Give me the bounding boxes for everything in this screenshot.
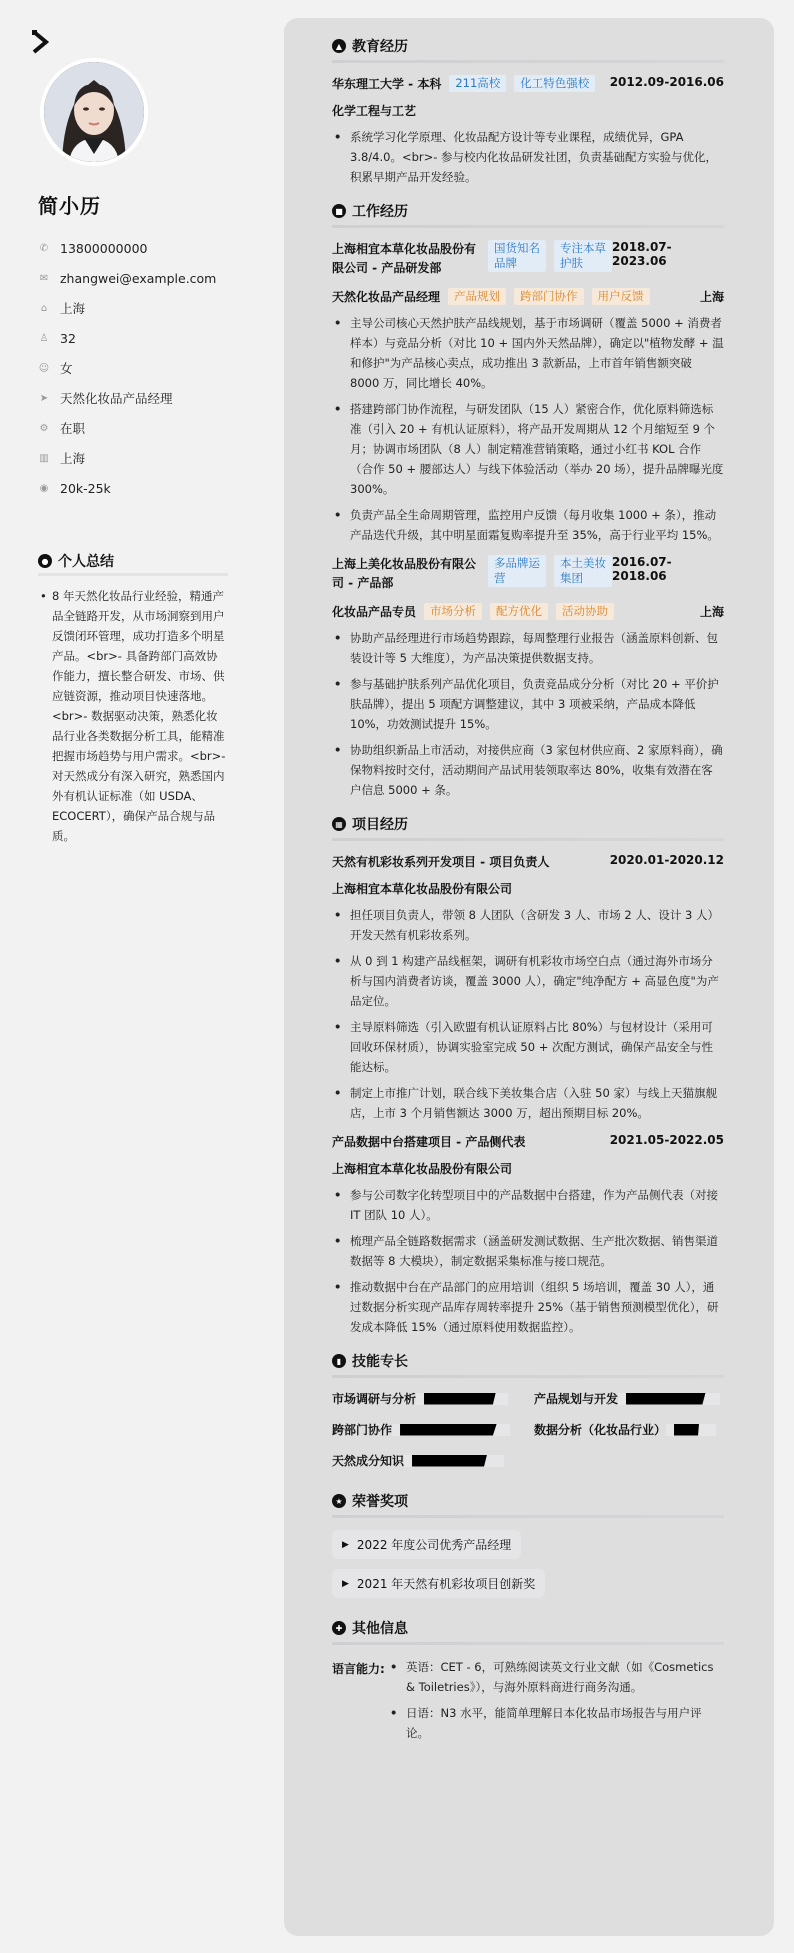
- award-item[interactable]: ▶ 2022 年度公司优秀产品经理: [332, 1530, 521, 1559]
- section-title: ▦ 项目经历: [332, 814, 724, 834]
- person-icon: ☺: [38, 362, 50, 374]
- skill-bar: [674, 1424, 699, 1436]
- other-section: [332, 1618, 724, 1749]
- language-row: [332, 1657, 724, 1749]
- phone-icon: ✆: [39, 242, 49, 254]
- major: 化学工程与工艺: [332, 104, 417, 118]
- skill-item: [332, 1452, 534, 1469]
- skill-track: [392, 1424, 510, 1436]
- medal-icon: ★: [332, 1494, 346, 1508]
- projects-section: [332, 814, 724, 1337]
- skill-name: 跨部门协作: [332, 1423, 393, 1437]
- home-icon: ⌂: [40, 302, 48, 314]
- education-details: [332, 127, 724, 187]
- tag: 产品规划: [448, 288, 506, 305]
- email-value: zhangwei@example.com: [60, 270, 217, 286]
- list-item: • 协助组织新品上市活动，对接供应商（3 家包材供应商、2 家原料商），确保物料按时交付，活动期间产品试用装领取率达 80%，收集有效潜在客户信息 5000 + 条。: [332, 740, 724, 800]
- education-section: [332, 36, 724, 187]
- gender-value: 女: [60, 361, 73, 376]
- project-name: 产品数据中台搭建项目 - 产品侧代表: [332, 1135, 526, 1149]
- divider: [332, 838, 724, 841]
- skill-bar: [412, 1455, 487, 1467]
- coin-icon: ◉: [39, 482, 49, 494]
- list-item: • 协助产品经理进行市场趋势跟踪，每周整理行业报告（涵盖原料创新、包装设计等 5 大维度），为产品决策提供数据支持。: [332, 628, 724, 668]
- tag: 市场分析: [424, 603, 482, 620]
- target-role-value: 天然化妆品产品经理: [60, 391, 173, 406]
- tag: 用户反馈: [592, 288, 650, 305]
- skill-item: [332, 1390, 534, 1407]
- age-row: [38, 323, 238, 353]
- period: 2016.07-2018.06: [612, 555, 672, 583]
- company-name: 上海上美化妆品股份有限公司 - 产品部: [332, 557, 477, 590]
- period: 2012.09-2016.06: [609, 75, 724, 89]
- list-item: • 从 0 到 1 构建产品线框架，调研有机彩妆市场空白点（通过海外市场分析与国内消费者访谈，覆盖 3000 人），确定"纯净配方 + 高显色度"为产品定位。: [332, 951, 724, 1011]
- tag: 配方优化: [490, 603, 548, 620]
- skill-item: [332, 1421, 534, 1438]
- job-role: 化妆品产品专员: [332, 605, 417, 619]
- awards-section: [332, 1491, 724, 1608]
- triangle-right-icon: ▶: [342, 1539, 349, 1550]
- phone-value: 13800000000: [60, 240, 148, 256]
- gender-row: [38, 353, 238, 383]
- language-label: 语言能力:: [332, 1662, 385, 1676]
- sidebar: [0, 0, 280, 1953]
- project-entry: [332, 1133, 724, 1337]
- building-icon: ▥: [39, 452, 49, 464]
- list-item: • 日语：N3 水平，能简单理解日本化妆品市场报告与用户评论。: [388, 1703, 724, 1743]
- skill-track: [404, 1455, 504, 1467]
- project-org: 上海相宜本草化妆品股份有限公司: [332, 1162, 513, 1176]
- period: 2018.07-2023.06: [612, 240, 672, 268]
- job-entry: [332, 555, 724, 800]
- list-item: • 推动数据中台在产品部门的应用培训（组织 5 场培训，覆盖 30 人），通过数据分析实现产品库存周转率提升 25%（基于销售预测模型优化），研发成本降低 15%（通过原料使用数据监控）。: [332, 1277, 724, 1337]
- profile-name: 简小历: [38, 194, 101, 218]
- skill-track: [416, 1393, 508, 1405]
- tag: 国货知名品牌: [488, 240, 546, 272]
- tag: 本土美妆集团: [554, 555, 612, 587]
- list-item: • 英语：CET - 6，可熟练阅读英文行业文献（如《Cosmetics & Toiletries》），与海外原料商进行商务沟通。: [388, 1657, 724, 1697]
- period: 2020.01-2020.12: [609, 853, 724, 867]
- tag: 化工特色强校: [514, 75, 595, 92]
- job-city: 上海: [699, 605, 724, 619]
- chart-icon: ▮: [332, 1354, 346, 1368]
- age-value: 32: [60, 330, 76, 346]
- skills-section: [332, 1351, 724, 1469]
- grid-icon: ▦: [332, 817, 346, 831]
- summary-body: [38, 586, 228, 846]
- summary-title: ● 个人总结: [38, 551, 114, 571]
- send-icon: ➤: [39, 392, 49, 404]
- email-row: [38, 263, 238, 293]
- divider: [332, 1642, 724, 1645]
- section-title: ■ 工作经历: [332, 201, 724, 221]
- list-item: • 参与公司数字化转型项目中的产品数据中台搭建，作为产品侧代表（对接 IT 团队 10 人）。: [332, 1185, 724, 1225]
- skills-grid: [332, 1390, 724, 1469]
- skill-bar: [626, 1393, 706, 1405]
- salary-row: [38, 473, 238, 503]
- tag: 专注本草护肤: [554, 240, 612, 272]
- work-section: [332, 201, 724, 800]
- phone-row: [38, 233, 238, 263]
- company-name: 上海相宜本草化妆品股份有限公司 - 产品研发部: [332, 242, 477, 275]
- graduation-cap-icon: ▲: [332, 39, 346, 53]
- list-item: • 主导公司核心天然护肤产品线规划，基于市场调研（覆盖 5000 + 消费者样本）与竞品分析（对比 10 + 国内外天然品牌），确定以"植物发酵 + 温和修护"为产品核心卖点，成功推出 3 款新品，上市首年销售额突破 8000 万，同比增长 40%。: [332, 313, 724, 393]
- skill-track: [666, 1424, 716, 1436]
- list-item: • 负责产品全生命周期管理，监控用户反馈（每月收集 1000 + 条），推动产品迭代升级，其中明星面霜复购率提升至 35%，高于行业平均 15%。: [332, 505, 724, 545]
- list-item: • 系统学习化学原理、化妆品配方设计等专业课程，成绩优异，GPA 3.8/4.0。<br>- 参与校内化妆品研发社团，负责基础配方实验与优化，积累早期产品开发经验。: [332, 127, 724, 187]
- skill-item: [534, 1390, 724, 1407]
- divider: [332, 1375, 724, 1378]
- contact-info: [38, 233, 238, 503]
- skill-bar: [424, 1393, 496, 1405]
- list-item: • 搭建跨部门协作流程，与研发团队（15 人）紧密合作，优化原料筛选标准（引入 20 + 有机认证原料），将产品开发周期从 12 个月缩短至 9 个月；协调市场团队（8 人）制定精准营销策略，通过小红书 KOL 合作（合作 50 + 腰部达人）与线下体验活动（举办 20 场），提升品牌曝光度 300%。: [332, 399, 724, 499]
- project-name: 天然有机彩妆系列开发项目 - 项目负责人: [332, 855, 550, 869]
- summary-text: • 8 年天然化妆品行业经验，精通产品全链路开发，从市场洞察到用户反馈闭环管理，成功打造多个明星产品。<br>- 具备跨部门高效协作能力，擅长整合研发、市场、供应链资源，推动项目快速落地。<br>- 数据驱动决策，熟悉化妆品行业各类数据分析工具，能精准把握市场趋势与用户需求。<br>- 对天然成分有深入研究，熟悉国内外有机认证标准（如 USDA、ECOCERT），确保产品合规与品质。: [38, 586, 228, 846]
- list-item: • 参与基础护肤系列产品优化项目，负责竞品成分分析（对比 20 + 平价护肤品牌），提出 5 项配方调整建议，其中 3 项被采纳，产品成本降低 10%，功效测试提升 15%。: [332, 674, 724, 734]
- section-title: ▲ 教育经历: [332, 36, 724, 56]
- triangle-right-icon: ▶: [342, 1578, 349, 1589]
- skill-name: 天然成分知识: [332, 1454, 405, 1468]
- tag: 多品牌运营: [488, 555, 546, 587]
- puzzle-icon: ✚: [332, 1621, 346, 1635]
- briefcase-icon: ■: [332, 204, 346, 218]
- education-header: [332, 75, 724, 92]
- main-panel: [284, 18, 774, 1936]
- target-city-row: [38, 443, 238, 473]
- location-row: [38, 293, 238, 323]
- location-value: 上海: [60, 301, 86, 316]
- divider: [332, 225, 724, 228]
- period: 2021.05-2022.05: [609, 1133, 724, 1147]
- tag: 211高校: [449, 75, 506, 92]
- tag: 活动协助: [556, 603, 614, 620]
- avatar: [40, 58, 148, 166]
- target-role-row: [38, 383, 238, 413]
- salary-value: 20k-25k: [60, 480, 111, 496]
- gear-icon: ⚙: [39, 422, 49, 434]
- school-name: 华东理工大学 - 本科: [332, 77, 442, 91]
- list-item: • 梳理产品全链路数据需求（涵盖研发测试数据、生产批次数据、销售渠道数据等 8 大模块），制定数据采集标准与接口规范。: [332, 1231, 724, 1271]
- section-title: ▮ 技能专长: [332, 1351, 724, 1371]
- divider: [332, 1515, 724, 1518]
- project-org: 上海相宜本草化妆品股份有限公司: [332, 882, 513, 896]
- skill-name: 数据分析（化妆品行业）: [534, 1423, 667, 1437]
- job-city: 上海: [699, 290, 724, 304]
- logo-icon: [32, 30, 52, 58]
- user-icon: ●: [38, 554, 52, 568]
- job-role: 天然化妆品产品经理: [332, 290, 441, 304]
- skill-name: 产品规划与开发: [534, 1392, 619, 1406]
- skill-name: 市场调研与分析: [332, 1392, 417, 1406]
- job-entry: [332, 240, 724, 545]
- skill-bar: [400, 1424, 497, 1436]
- list-item: • 制定上市推广计划，联合线下美妆集合店（入驻 50 家）与线上天猫旗舰店，上市 3 个月销售额达 3000 万，超出预期目标 20%。: [332, 1083, 724, 1123]
- list-item: • 主导原料筛选（引入欧盟有机认证原料占比 80%）与包材设计（采用可回收环保材质），协调实验室完成 50 + 次配方测试，确保产品安全与性能达标。: [332, 1017, 724, 1077]
- status-row: [38, 413, 238, 443]
- mail-icon: ✉: [39, 272, 49, 284]
- divider: [38, 573, 228, 576]
- tag: 跨部门协作: [514, 288, 584, 305]
- status-value: 在职: [60, 421, 86, 436]
- divider: [332, 60, 724, 63]
- skill-item: [534, 1421, 724, 1438]
- list-item: • 担任项目负责人，带领 8 人团队（含研发 3 人、市场 2 人、设计 3 人）开发天然有机彩妆系列。: [332, 905, 724, 945]
- project-entry: [332, 853, 724, 1123]
- award-item[interactable]: ▶ 2021 年天然有机彩妆项目创新奖: [332, 1569, 545, 1598]
- section-title: ★ 荣誉奖项: [332, 1491, 724, 1511]
- section-title: ✚ 其他信息: [332, 1618, 724, 1638]
- target-city-value: 上海: [60, 451, 86, 466]
- skill-track: [618, 1393, 720, 1405]
- cake-icon: ♙: [39, 332, 49, 344]
